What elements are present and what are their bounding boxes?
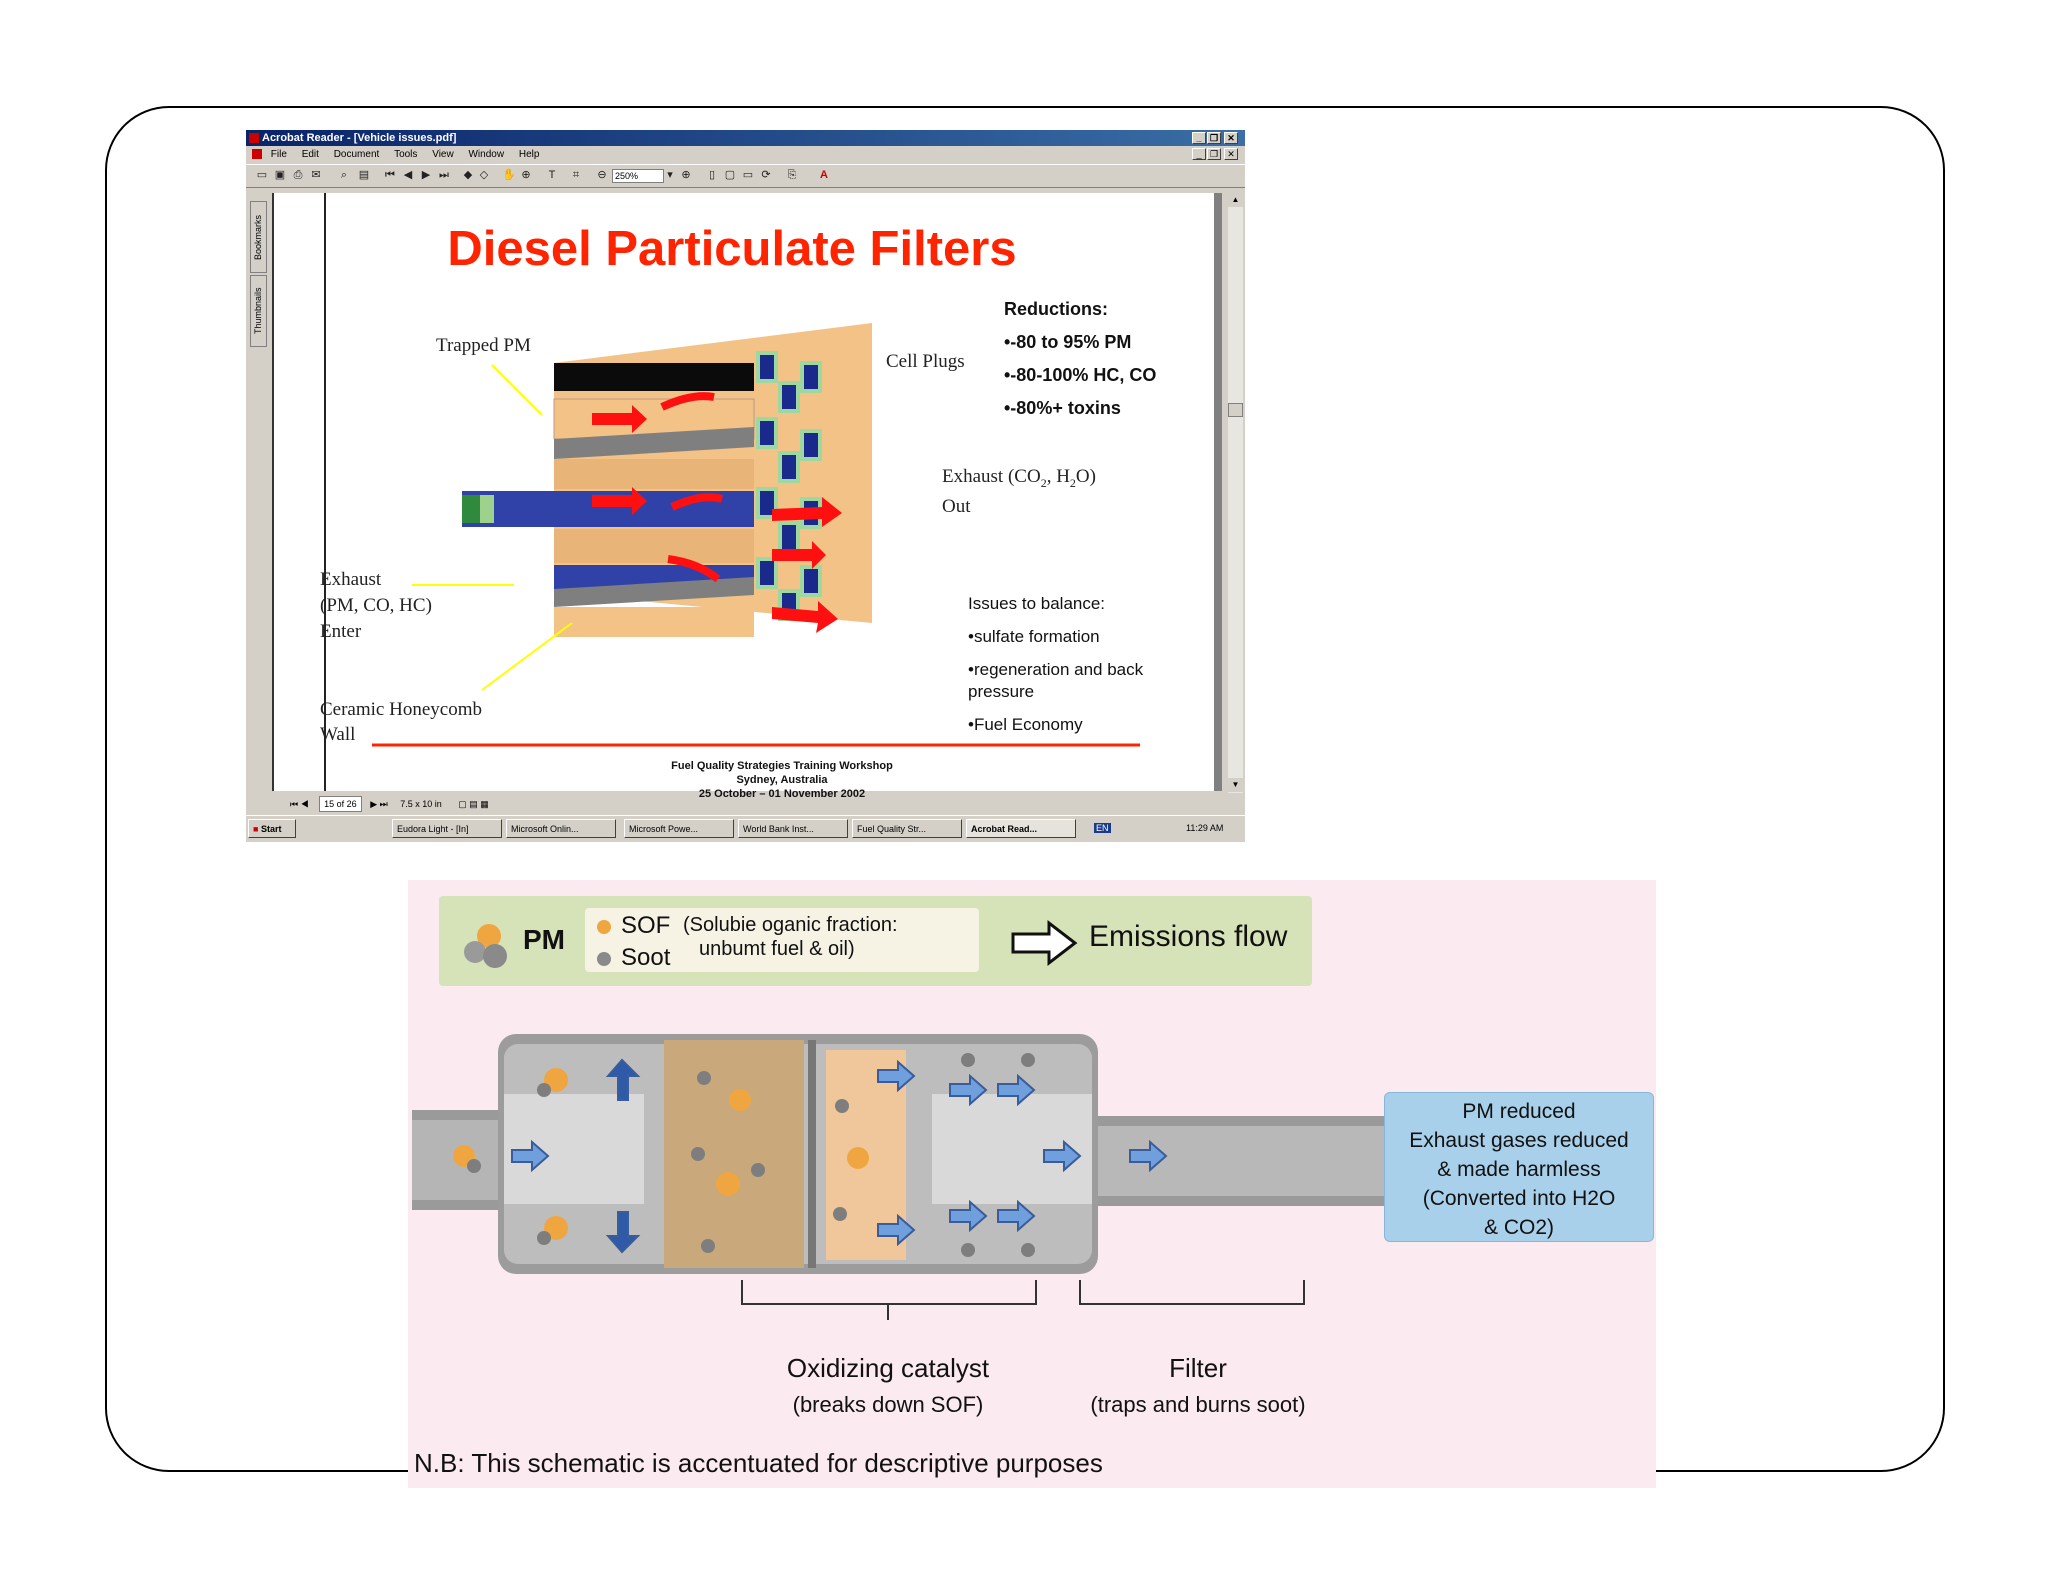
emissions-flow-arrow-icon <box>1009 920 1079 966</box>
doc-icon <box>252 149 262 159</box>
issues-list <box>968 593 1143 736</box>
show-hide-icon[interactable]: ▤ <box>358 169 370 181</box>
tab-bookmarks[interactable]: Bookmarks <box>250 201 267 273</box>
footer-line2: Sydney, Australia <box>736 774 828 786</box>
label-trapped-pm: Trapped PM <box>436 335 531 356</box>
ceramic-line1: Ceramic Honeycomb <box>320 699 482 720</box>
legend-box <box>439 896 1312 986</box>
page-size: 7.5 x 10 in <box>400 799 442 809</box>
soot-dot-icon <box>597 952 611 966</box>
window-title: Acrobat Reader - [Vehicle issues.pdf] <box>262 132 457 144</box>
scroll-up-icon[interactable]: ▲ <box>1228 193 1243 207</box>
reduction-pm: •-80 to 95% PM <box>1004 332 1132 352</box>
zoom-in-icon[interactable]: ⊕ <box>681 169 691 181</box>
exhaust-in-line2: (PM, CO, HC) <box>320 595 432 616</box>
exhaust-system-diagram <box>408 1030 1468 1280</box>
label-brackets <box>408 1280 1468 1340</box>
title-bar <box>246 130 1245 146</box>
acrobat-icon <box>249 133 259 143</box>
next-page-icon[interactable]: ▶ <box>421 169 431 181</box>
scroll-thumb[interactable] <box>1228 403 1243 417</box>
status-bar <box>270 796 1245 810</box>
reductions-list <box>1004 293 1156 425</box>
scroll-down-icon[interactable]: ▼ <box>1228 778 1243 792</box>
taskbar-item-eudora[interactable]: Eudora Light - [In] <box>392 819 502 838</box>
zoom-out-icon[interactable]: ⊖ <box>597 169 607 181</box>
legend-particles <box>585 908 979 972</box>
doc-close-button[interactable]: ✕ <box>1224 148 1238 160</box>
catalyst-sublabel: (breaks down SOF) <box>792 1392 984 1417</box>
pm-cluster-icon <box>459 918 515 974</box>
language-indicator[interactable]: EN <box>1096 823 1109 833</box>
catalyst-block <box>664 1040 804 1268</box>
co2-subscript: 2 <box>1040 475 1047 490</box>
issues-heading: Issues to balance: <box>968 594 1106 613</box>
exhaust-in-line3: Enter <box>320 621 362 642</box>
close-button[interactable]: ✕ <box>1224 132 1238 144</box>
issue-regeneration: •regeneration and back <box>968 660 1144 679</box>
issue-sulfate: •sulfate formation <box>968 627 1100 646</box>
page-indicator[interactable]: 15 of 26 <box>319 796 362 812</box>
exhaust-out-end: O) <box>1075 466 1096 487</box>
tab-thumbnails[interactable]: Thumbnails <box>250 275 267 347</box>
zoom-input[interactable]: 250% <box>612 169 664 183</box>
prev-page-icon[interactable]: ◀ <box>403 169 413 181</box>
first-page-status-icon[interactable]: ⏮ ◀ <box>290 799 309 809</box>
open-icon[interactable]: ▭ <box>256 169 268 181</box>
catalyst-label: Oxidizing catalyst <box>786 1353 990 1383</box>
ceramic-line2: Wall <box>320 724 356 745</box>
toolbar <box>246 164 1245 188</box>
taskbar <box>246 815 1245 842</box>
legend-soot: Soot <box>621 944 671 971</box>
email-icon[interactable]: ✉ <box>311 169 321 181</box>
web-icon[interactable]: ⎘ <box>787 169 797 181</box>
footer-line3: 25 October – 01 November 2002 <box>698 788 866 800</box>
issue-regeneration-cont: pressure <box>968 682 1035 701</box>
first-page-icon[interactable]: ⏮ <box>385 169 395 181</box>
doc-minimize-button[interactable]: _ <box>1192 148 1206 160</box>
legend-flow: Emissions flow <box>1089 920 1288 953</box>
taskbar-item-powerpoint[interactable]: Microsoft Powe... <box>624 819 734 838</box>
pdf-page <box>272 193 1214 800</box>
menu-bar <box>246 147 1245 162</box>
h2o-subscript: 2 <box>1069 475 1076 490</box>
menu-tools[interactable]: Tools <box>394 149 418 160</box>
zoom-tool-icon[interactable]: ⊕ <box>521 169 531 181</box>
windows-logo-icon: ■ <box>253 824 259 834</box>
filter-label: Filter <box>1169 1353 1227 1383</box>
slide-title: Diesel Particulate Filters <box>447 222 1017 276</box>
save-icon[interactable]: ▣ <box>274 169 286 181</box>
legend-pm: PM <box>523 924 565 955</box>
restore-button[interactable]: ❐ <box>1207 132 1221 144</box>
last-page-icon[interactable]: ⏭ <box>439 169 449 181</box>
fit-width-icon[interactable]: ▭ <box>742 169 754 181</box>
exhaust-in-line1: Exhaust <box>320 569 382 590</box>
reductions-heading: Reductions: <box>1004 299 1109 319</box>
pm-box-line4: (Converted into H2O <box>1422 1187 1616 1210</box>
label-cell-plugs: Cell Plugs <box>886 351 965 372</box>
adobe-logo-icon[interactable]: A <box>820 169 828 181</box>
reduction-hc-co: •-80-100% HC, CO <box>1004 365 1157 385</box>
taskbar-item-worldbank[interactable]: World Bank Inst... <box>738 819 848 838</box>
menu-document[interactable]: Document <box>333 149 380 160</box>
fit-page-icon[interactable]: ▢ <box>724 169 736 181</box>
menu-view[interactable]: View <box>432 149 454 160</box>
acrobat-window <box>246 130 1245 841</box>
reduction-toxins: •-80%+ toxins <box>1004 398 1121 418</box>
pm-reduced-callout <box>1384 1092 1654 1242</box>
schematic-note: N.B: This schematic is accentuated for descriptive purposes <box>414 1448 1103 1478</box>
minimize-button[interactable]: _ <box>1192 132 1206 144</box>
taskbar-item-fuelquality[interactable]: Fuel Quality Str... <box>852 819 962 838</box>
print-icon[interactable]: ⎙ <box>293 169 303 181</box>
zoom-dropdown-icon[interactable]: ▾ <box>667 169 673 181</box>
menu-window[interactable]: Window <box>468 149 505 160</box>
schematic-panel <box>408 880 1656 1488</box>
start-button[interactable] <box>248 819 296 838</box>
exhaust-out-line2: Out <box>942 495 971 517</box>
start-label: Start <box>260 824 282 834</box>
text-select-icon[interactable]: T <box>548 169 556 181</box>
hand-tool-icon[interactable]: ✋ <box>502 169 516 181</box>
label-ceramic <box>320 697 482 747</box>
navigation-pane <box>246 193 270 793</box>
rotate-icon[interactable]: ⟳ <box>761 169 771 181</box>
sof-dot-icon <box>597 920 611 934</box>
filter-sublabel: (traps and burns soot) <box>1090 1392 1306 1417</box>
find-icon[interactable]: ⌕ <box>340 169 348 181</box>
vertical-scrollbar[interactable] <box>1228 193 1243 793</box>
legend-sof: SOF <box>621 912 671 939</box>
pm-box-line1: PM reduced <box>1462 1100 1576 1123</box>
document-view <box>272 193 1222 800</box>
layout-icon[interactable]: ▢ ▤ ▦ <box>458 799 489 809</box>
menu-file[interactable]: File <box>270 149 287 160</box>
issue-fuel-economy: •Fuel Economy <box>968 715 1083 734</box>
legend-sof-desc1: (Solubie oganic fraction: <box>683 914 898 936</box>
next-page-status-icon[interactable]: ▶ ⏭ <box>370 799 388 809</box>
actual-size-icon[interactable]: ▯ <box>708 169 716 181</box>
menu-help[interactable]: Help <box>518 149 540 160</box>
menu-edit[interactable]: Edit <box>301 149 319 160</box>
label-exhaust-in <box>320 567 432 645</box>
graphics-select-icon[interactable]: ⌗ <box>572 169 580 181</box>
footer-line1: Fuel Quality Strategies Training Workshop <box>671 760 893 772</box>
slide-footer <box>572 759 992 801</box>
taskbar-item-msn[interactable]: Microsoft Onlin... <box>506 819 616 838</box>
go-forward-icon[interactable]: ◇ <box>479 169 489 181</box>
pm-box-line3: & made harmless <box>1437 1158 1601 1181</box>
pm-box-line5: & CO2) <box>1483 1216 1554 1239</box>
exhaust-out-text: Exhaust (CO <box>942 466 1041 487</box>
legend-sof-desc2: unbumt fuel & oil) <box>699 938 855 960</box>
label-exhaust-out <box>942 465 1096 519</box>
pm-box-line2: Exhaust gases reduced <box>1409 1129 1629 1152</box>
go-back-icon[interactable]: ◆ <box>463 169 473 181</box>
exhaust-out-mid: , H <box>1046 466 1070 487</box>
doc-restore-button[interactable]: ❐ <box>1207 148 1221 160</box>
taskbar-item-acrobat[interactable]: Acrobat Read... <box>966 819 1076 838</box>
clock: 11:29 AM <box>1186 823 1224 833</box>
